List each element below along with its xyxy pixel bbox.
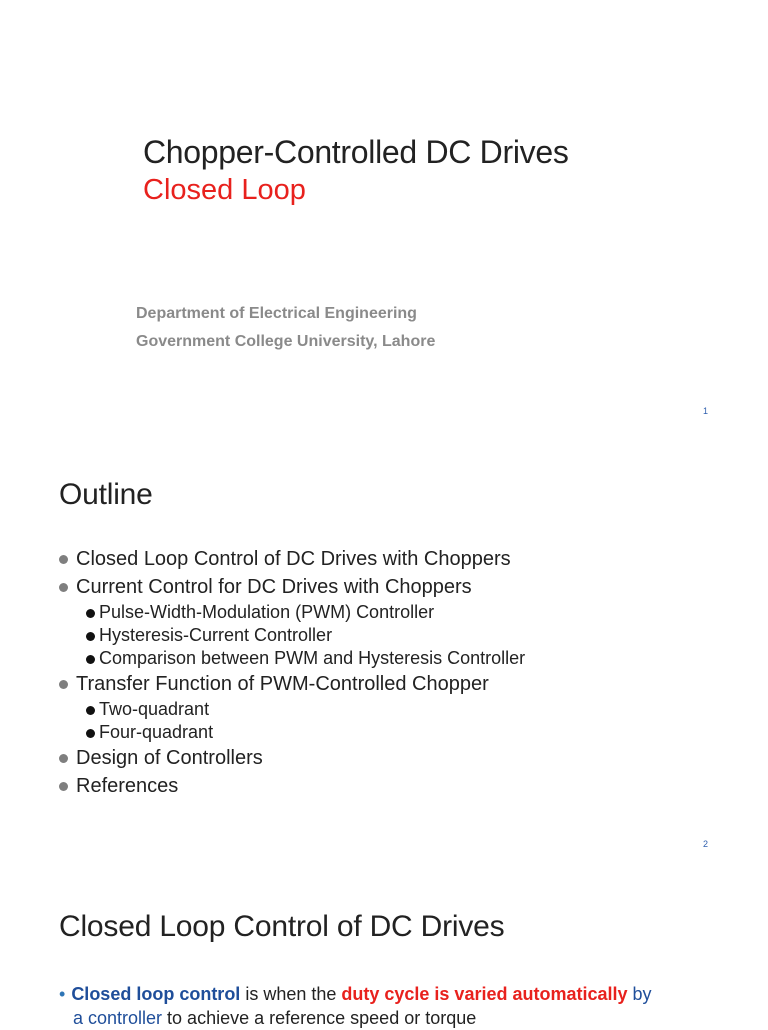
university-name: Government College University, Lahore [136,333,436,350]
bullet-dot-icon [86,609,95,618]
outline-item [59,772,525,800]
slide-heading: Closed Loop Control of DC Drives [59,910,505,943]
bullet-dot-icon [86,655,95,664]
bullet-dot-icon [86,729,95,738]
department-name: Department of Electrical Engineering [136,305,417,322]
outline-subitem-label: Four-quadrant [99,722,214,742]
bullet-dot-icon [86,706,95,715]
outline-item-label: References [76,775,179,797]
outline-subitem [76,721,525,744]
outline-item [59,545,525,573]
outline-item [59,744,525,772]
outline-subitem-label: Comparison between PWM and Hysteresis Controller [99,648,526,668]
closed-loop-slide [0,864,768,1028]
text-fragment: is when the [240,984,342,1004]
outline-subitem [76,698,525,721]
outline-item-label: Current Control for DC Drives with Choppers [76,576,472,598]
term-closed-loop-control: Closed loop control [71,984,241,1004]
outline-subitem-label: Hysteresis-Current Controller [99,625,333,645]
outline-slide [0,432,768,864]
presentation-title: Chopper-Controlled DC Drives [143,134,569,170]
outline-item [59,670,525,698]
bullet-dot-icon [59,583,68,592]
slide-page-number: 2 [703,839,709,849]
bullet-dot-icon [86,632,95,641]
title-slide [0,0,768,432]
outline-subitem [76,647,525,670]
outline-item-label: Closed Loop Control of DC Drives with Choppers [76,548,511,570]
bullet-dot-icon [59,680,68,689]
bullet-dot-icon [59,555,68,564]
bullet-icon: • [59,984,66,1004]
outline-item-label: Design of Controllers [76,747,263,769]
outline-heading: Outline [59,478,153,511]
text-fragment: to achieve a reference speed or torque [162,1008,477,1028]
bullet-dot-icon [59,754,68,763]
bullet-dot-icon [59,782,68,791]
term-duty-cycle: duty cycle is varied automatically [341,984,628,1004]
definition-line-2 [59,1006,652,1030]
outline-subitem [76,601,525,624]
outline-subitem [76,624,525,647]
text-fragment-by: by [627,984,652,1004]
term-controller: a controller [73,1008,163,1028]
definition-line-1 [59,982,652,1006]
outline-item [59,573,525,601]
outline-list [59,545,525,800]
outline-subitem-label: Pulse-Width-Modulation (PWM) Controller [99,602,435,622]
outline-subitem-label: Two-quadrant [99,699,210,719]
definition-paragraph [59,982,652,1030]
presentation-subtitle: Closed Loop [143,174,306,206]
slide-page-number: 1 [703,406,709,416]
outline-item-label: Transfer Function of PWM-Controlled Chopper [76,673,489,695]
